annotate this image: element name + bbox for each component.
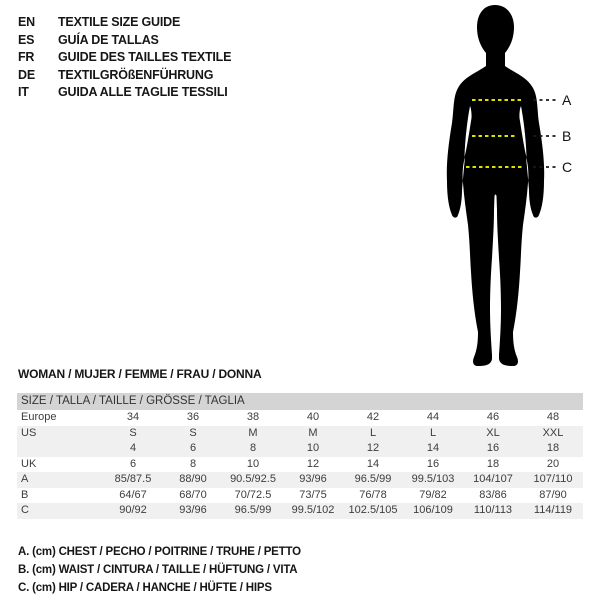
cell: 93/96 (179, 504, 207, 516)
cell: L (369, 426, 377, 439)
table-row-uk (17, 457, 583, 473)
cell: 93/96 (299, 473, 327, 485)
cell: 83/86 (479, 488, 507, 501)
cell: 14 (366, 457, 380, 470)
cell: 70/72.5 (234, 488, 272, 501)
legend-waist: B. (cm) WAIST / CINTURA / TAILLE / HÜFTUNG / VITA (18, 564, 298, 576)
cell: 99.5/103 (411, 473, 455, 485)
cell: 104/107 (473, 473, 513, 485)
cell: 107/110 (533, 473, 573, 485)
cell: 90.5/92.5 (230, 473, 276, 485)
section-title: WOMAN / MUJER / FEMME / FRAU / DONNA (18, 367, 262, 381)
cell: 14 (426, 442, 440, 454)
marker-label-b: B (562, 128, 572, 144)
cell: 102.5/105 (348, 504, 398, 516)
cell: 106/109 (413, 504, 453, 516)
cell: 44 (426, 411, 440, 423)
row-label: Europe (21, 411, 57, 423)
legend-chest: A. (cm) CHEST / PECHO / POITRINE / TRUHE / PETTO (18, 546, 301, 558)
row-label: B (21, 488, 29, 501)
cell: 48 (546, 411, 560, 423)
cell: 16 (486, 442, 500, 454)
cell: 20 (546, 457, 560, 470)
cell: 6 (129, 457, 137, 470)
size-table-header: SIZE / TALLA / TAILLE / GRÖSSE / TAGLIA (17, 393, 583, 410)
lang-label: GUIDA ALLE TAGLIE TESSILI (58, 85, 228, 99)
cell: 16 (426, 457, 440, 470)
cell: 110/113 (473, 504, 513, 516)
lang-code: DE (18, 67, 35, 82)
cell: 40 (306, 411, 320, 423)
cell: S (189, 426, 197, 439)
cell: 18 (486, 457, 500, 470)
row-label: US (21, 426, 37, 439)
cell: 6 (189, 442, 197, 454)
cell: 87/90 (539, 488, 567, 501)
cell: 90/92 (119, 504, 147, 516)
lang-label: TEXTILE SIZE GUIDE (58, 15, 181, 29)
cell: 73/75 (299, 488, 327, 501)
cell: 76/78 (359, 488, 387, 501)
lang-code: ES (18, 32, 35, 47)
cell: 96.5/99 (354, 473, 392, 485)
lang-row-fr (18, 49, 231, 67)
cell: 36 (186, 411, 200, 423)
cell: 12 (306, 457, 320, 470)
legend-hip: C. (cm) HIP / CADERA / HANCHE / HÜFTE / HIPS (18, 582, 272, 594)
cell: 114/119 (533, 504, 573, 516)
table-row-europe (17, 410, 583, 426)
cell: 8 (249, 442, 257, 454)
lang-row-de (18, 67, 231, 85)
cell: 34 (126, 411, 140, 423)
lang-row-en (18, 14, 231, 32)
cell: XXL (542, 426, 564, 439)
cell: 38 (246, 411, 260, 423)
cell: 79/82 (419, 488, 447, 501)
marker-label-a: A (562, 92, 572, 108)
cell: L (429, 426, 437, 439)
cell: 85/87.5 (114, 473, 152, 485)
size-table (17, 393, 583, 519)
language-title-block (18, 14, 231, 102)
woman-silhouette-body (447, 5, 544, 366)
lang-code: IT (18, 85, 29, 99)
cell: 42 (366, 411, 380, 423)
row-label: C (21, 504, 29, 516)
cell: 88/90 (179, 473, 207, 485)
measurement-legend (18, 543, 301, 597)
cell: 96.5/99 (234, 504, 272, 516)
cell: XL (486, 426, 500, 439)
lang-code: FR (18, 50, 35, 64)
table-row-us-number (17, 441, 583, 457)
table-row-hip (17, 503, 583, 519)
lang-code: EN (18, 15, 35, 29)
cell: M (308, 426, 318, 439)
row-label: UK (21, 457, 37, 470)
measurement-figure (400, 0, 600, 380)
cell: 10 (306, 442, 320, 454)
cell: M (248, 426, 258, 439)
row-label: A (21, 473, 29, 485)
lang-row-es (18, 32, 231, 50)
lang-label: TEXTILGRÖßENFÜHRUNG (58, 67, 214, 82)
cell: 12 (366, 442, 380, 454)
lang-label: GUÍA DE TALLAS (58, 32, 159, 47)
table-row-chest (17, 472, 583, 488)
cell: 18 (546, 442, 560, 454)
cell: 68/70 (179, 488, 207, 501)
table-row-us-letter (17, 426, 583, 442)
cell: 10 (246, 457, 260, 470)
cell: 64/67 (119, 488, 147, 501)
table-row-waist (17, 488, 583, 504)
lang-row-it (18, 84, 231, 102)
woman-silhouette-icon (400, 0, 600, 380)
marker-label-c: C (562, 159, 573, 175)
cell: 46 (486, 411, 500, 423)
lang-label: GUIDE DES TAILLES TEXTILE (58, 50, 232, 64)
cell: 99.5/102 (291, 504, 335, 516)
cell: S (129, 426, 137, 439)
cell: 8 (189, 457, 197, 470)
cell: 4 (129, 442, 137, 454)
